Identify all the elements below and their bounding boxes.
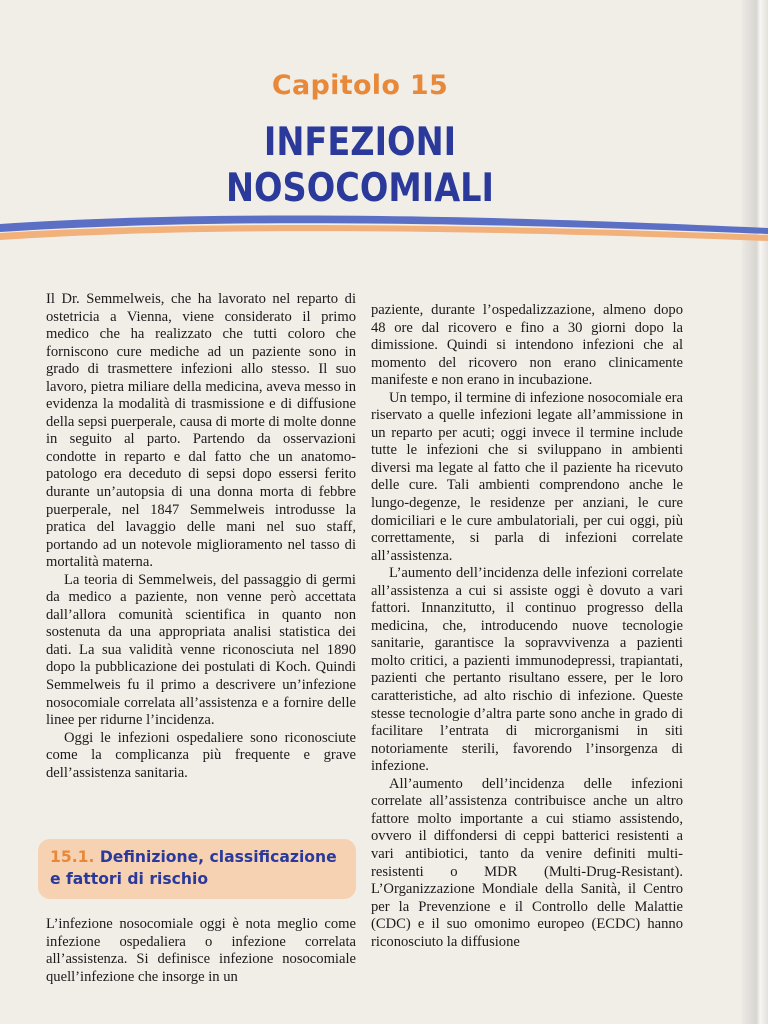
left-column — [46, 291, 356, 782]
section-title: Definizione, classificazione e fattori di rischio — [50, 848, 337, 888]
chapter-title-line-2: NOSOCOMIALI — [225, 166, 495, 211]
title-decorative-band — [0, 214, 768, 244]
section-heading — [50, 846, 350, 890]
chapter-label: Capitolo 15 — [271, 70, 449, 101]
paragraph: All’aumento dell’incidenza delle infezioni correlate all’assistenza contribuisce anche un altro fattore molto importante a cui stiamo assistendo, ovvero il diffondersi di ceppi batterici resistenti a vari antibiotici, tanto da venire definiti multi-resistenti o MDR (Multi-Drug-Resistant). L’Organizzazione Mondiale della Sanità, il Centro per la Prevenzione e il Controllo delle Malattie (CDC) e il suo omonimo europeo (ECDC) hanno riconosciuto la diffusione — [371, 775, 683, 950]
chapter-title-line-1: INFEZIONI — [263, 120, 457, 165]
paragraph: L’infezione nosocomiale oggi è nota meglio come infezione ospedaliera o infezione correlata all’assistenza. Si definisce infezione nosocomiale quell’infezione che insorge in un — [46, 916, 356, 985]
paragraph: L’aumento dell’incidenza delle infezioni correlate all’assistenza a cui si assiste oggi è dovuto a vari fattori. Innanzitutto, il continuo progresso della medicina, che, introducendo nuove tecnologie sanitarie, garantisce la sopravvivenza a pazienti molto critici, a pazienti immunodepressi, trapiantati, pazienti che pertanto risultano essere, per le loro caratteristiche, ad alto rischio di infezione. Queste stesse tecnologie d’altra parte sono anche in grado di facilitare l’entrata di microrganismi in siti notoriamente sterili, favorendo l’insorgenza di infezione. — [371, 565, 683, 775]
paragraph: paziente, durante l’ospedalizzazione, almeno dopo 48 ore dal ricovero e fino a 30 giorni dopo la dimissione. Quindi si intendono infezioni che al momento del ricovero non erano clinicamente manifeste e non erano in incubazione. — [371, 302, 683, 389]
left-column-after-section — [46, 916, 356, 986]
chapter-title — [50, 120, 669, 212]
paragraph: Un tempo, il termine di infezione nosocomiale era riservato a quelle infezioni legate all’ammissione in un reparto per acuti; oggi invece il termine include tutte le infezioni che si sviluppano in ambienti diversi ma legate al fatto che il paziente ha ricevuto delle cure. Tali ambienti comprendono anche le lungo-degenze, le residenze per anziani, le cure domiciliari e le cure ambulatoriali, per cui oggi, più correttamente, si parla di infezioni correlate all’assistenza. — [371, 389, 683, 564]
paragraph: La teoria di Semmelweis, del passaggio di germi da medico a paziente, non venne però accettata dall’allora comunità scientifica in quanto non sostenuta da una appropriata analisi statistica dei dati. La sua validità venne riconosciuta nel 1890 dopo la pubblicazione dei postulati di Koch. Quindi Semmelweis fu il primo a descrivere un’infezione nosocomiale correlata all’assistenza e a fornire delle linee per ridurne l’incidenza. — [46, 571, 356, 729]
right-column — [371, 302, 683, 951]
page-edge-shadow — [742, 0, 768, 1024]
paragraph: Il Dr. Semmelweis, che ha lavorato nel reparto di ostetricia a Vienna, viene considerato il primo medico che ha realizzato che tutti coloro che forniscono cure mediche ad un paziente sono in grado di trasmettere infezioni allo stesso. Il suo lavoro, pietra miliare della medicina, aveva messo in evidenza la modalità di trasmissione e di diffusione della sepsi puerperale, causa di morte di molte donne in seguito al parto. Partendo da osservazioni condotte in reparto e dal fatto che un anatomo-patologo era deceduto di sepsi dopo essersi ferito durante un’autopsia di una donna morta di febbre puerperale, nel 1847 Semmelweis introdusse la pratica del lavaggio delle mani nel suo staff, portando ad un notevole miglioramento nel tasso di mortalità materna. — [46, 291, 357, 571]
section-number: 15.1. — [50, 848, 95, 866]
paragraph: Oggi le infezioni ospedaliere sono riconosciute come la complicanza più frequente e grave dell’assistenza sanitaria. — [46, 729, 356, 781]
